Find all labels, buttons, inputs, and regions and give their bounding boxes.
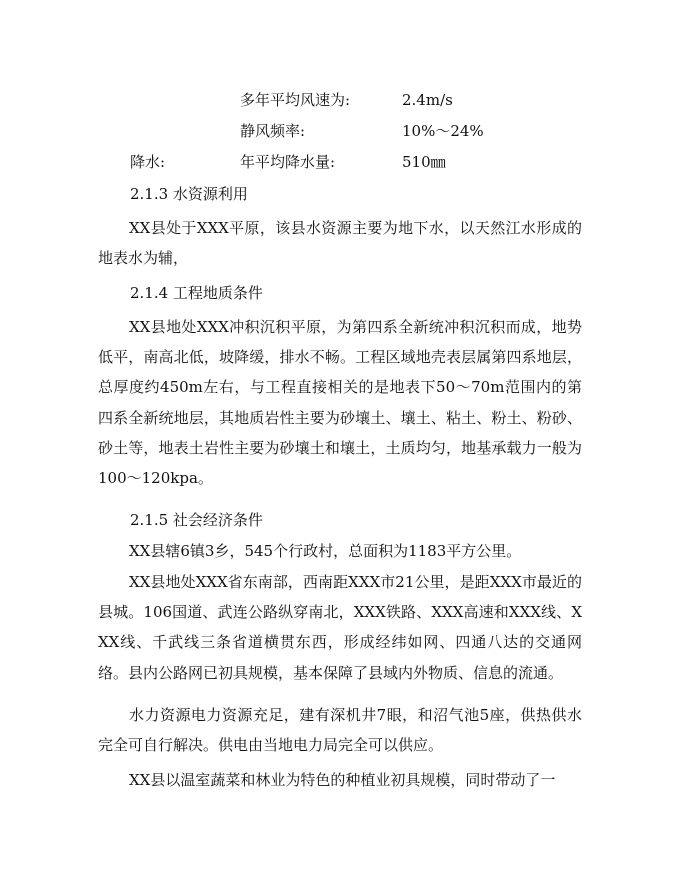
paragraph-economy-admin: XX县辖6镇3乡，545个行政村，总面积为1183平方公里。 (129, 542, 522, 560)
precip-value: 510㎜ (402, 153, 446, 171)
wind-speed-value: 2.4m/s (402, 91, 453, 109)
precip-category: 降水: (130, 153, 166, 171)
wind-speed-label: 多年平均风速为: (240, 91, 351, 109)
section-heading-economy: 2.1.5 社会经济条件 (130, 511, 263, 529)
paragraph-economy-location: XX县地处XXX省东南部，西南距XXX市21公里，是距XXX市最近的县城。106国道、武连公路纵穿南北，XXX铁路、XXX高速和XXX线、XXX线、千武线三条省道横贯东西，形成经纬如网、四通八达的交通网络。县内公路网已初具规模，基本保障了县域内外物质、信息的流通。 (98, 573, 582, 682)
precip-label: 年平均降水量: (240, 153, 336, 171)
paragraph-economy-agriculture: XX县以温室蔬菜和林业为特色的种植业初具规模，同时带动了一 (129, 771, 556, 789)
calm-wind-value: 10%～24% (402, 122, 484, 140)
section-heading-water: 2.1.3 水资源利用 (130, 185, 248, 203)
paragraph-economy-utilities: 水力资源电力资源充足，建有深机井7眼，和沼气池5座，供热供水完全可自行解决。供电由当地电力局完全可以供应。 (98, 706, 582, 755)
paragraph-geology: XX县地处XXX冲积沉积平原，为第四系全新统冲积沉积而成，地势低平，南高北低，坡降缓，排水不畅。工程区域地壳表层属第四系地层，总厚度约450m左右，与工程直接相关的是地表下50～70m范围内的第四系全新统地层，其地质岩性主要为砂壤土、壤土、粘土、粉土、粉砂、砂土等，地表土岩性主要为砂壤土和壤土，土质均匀，地基承载力一般为100～120kpa。 (98, 318, 582, 488)
calm-wind-label: 静风频率: (240, 122, 306, 140)
paragraph-water: XX县处于XXX平原，该县水资源主要为地下水，以天然江水形成的地表水为辅， (98, 219, 582, 268)
section-heading-geology: 2.1.4 工程地质条件 (130, 284, 263, 302)
